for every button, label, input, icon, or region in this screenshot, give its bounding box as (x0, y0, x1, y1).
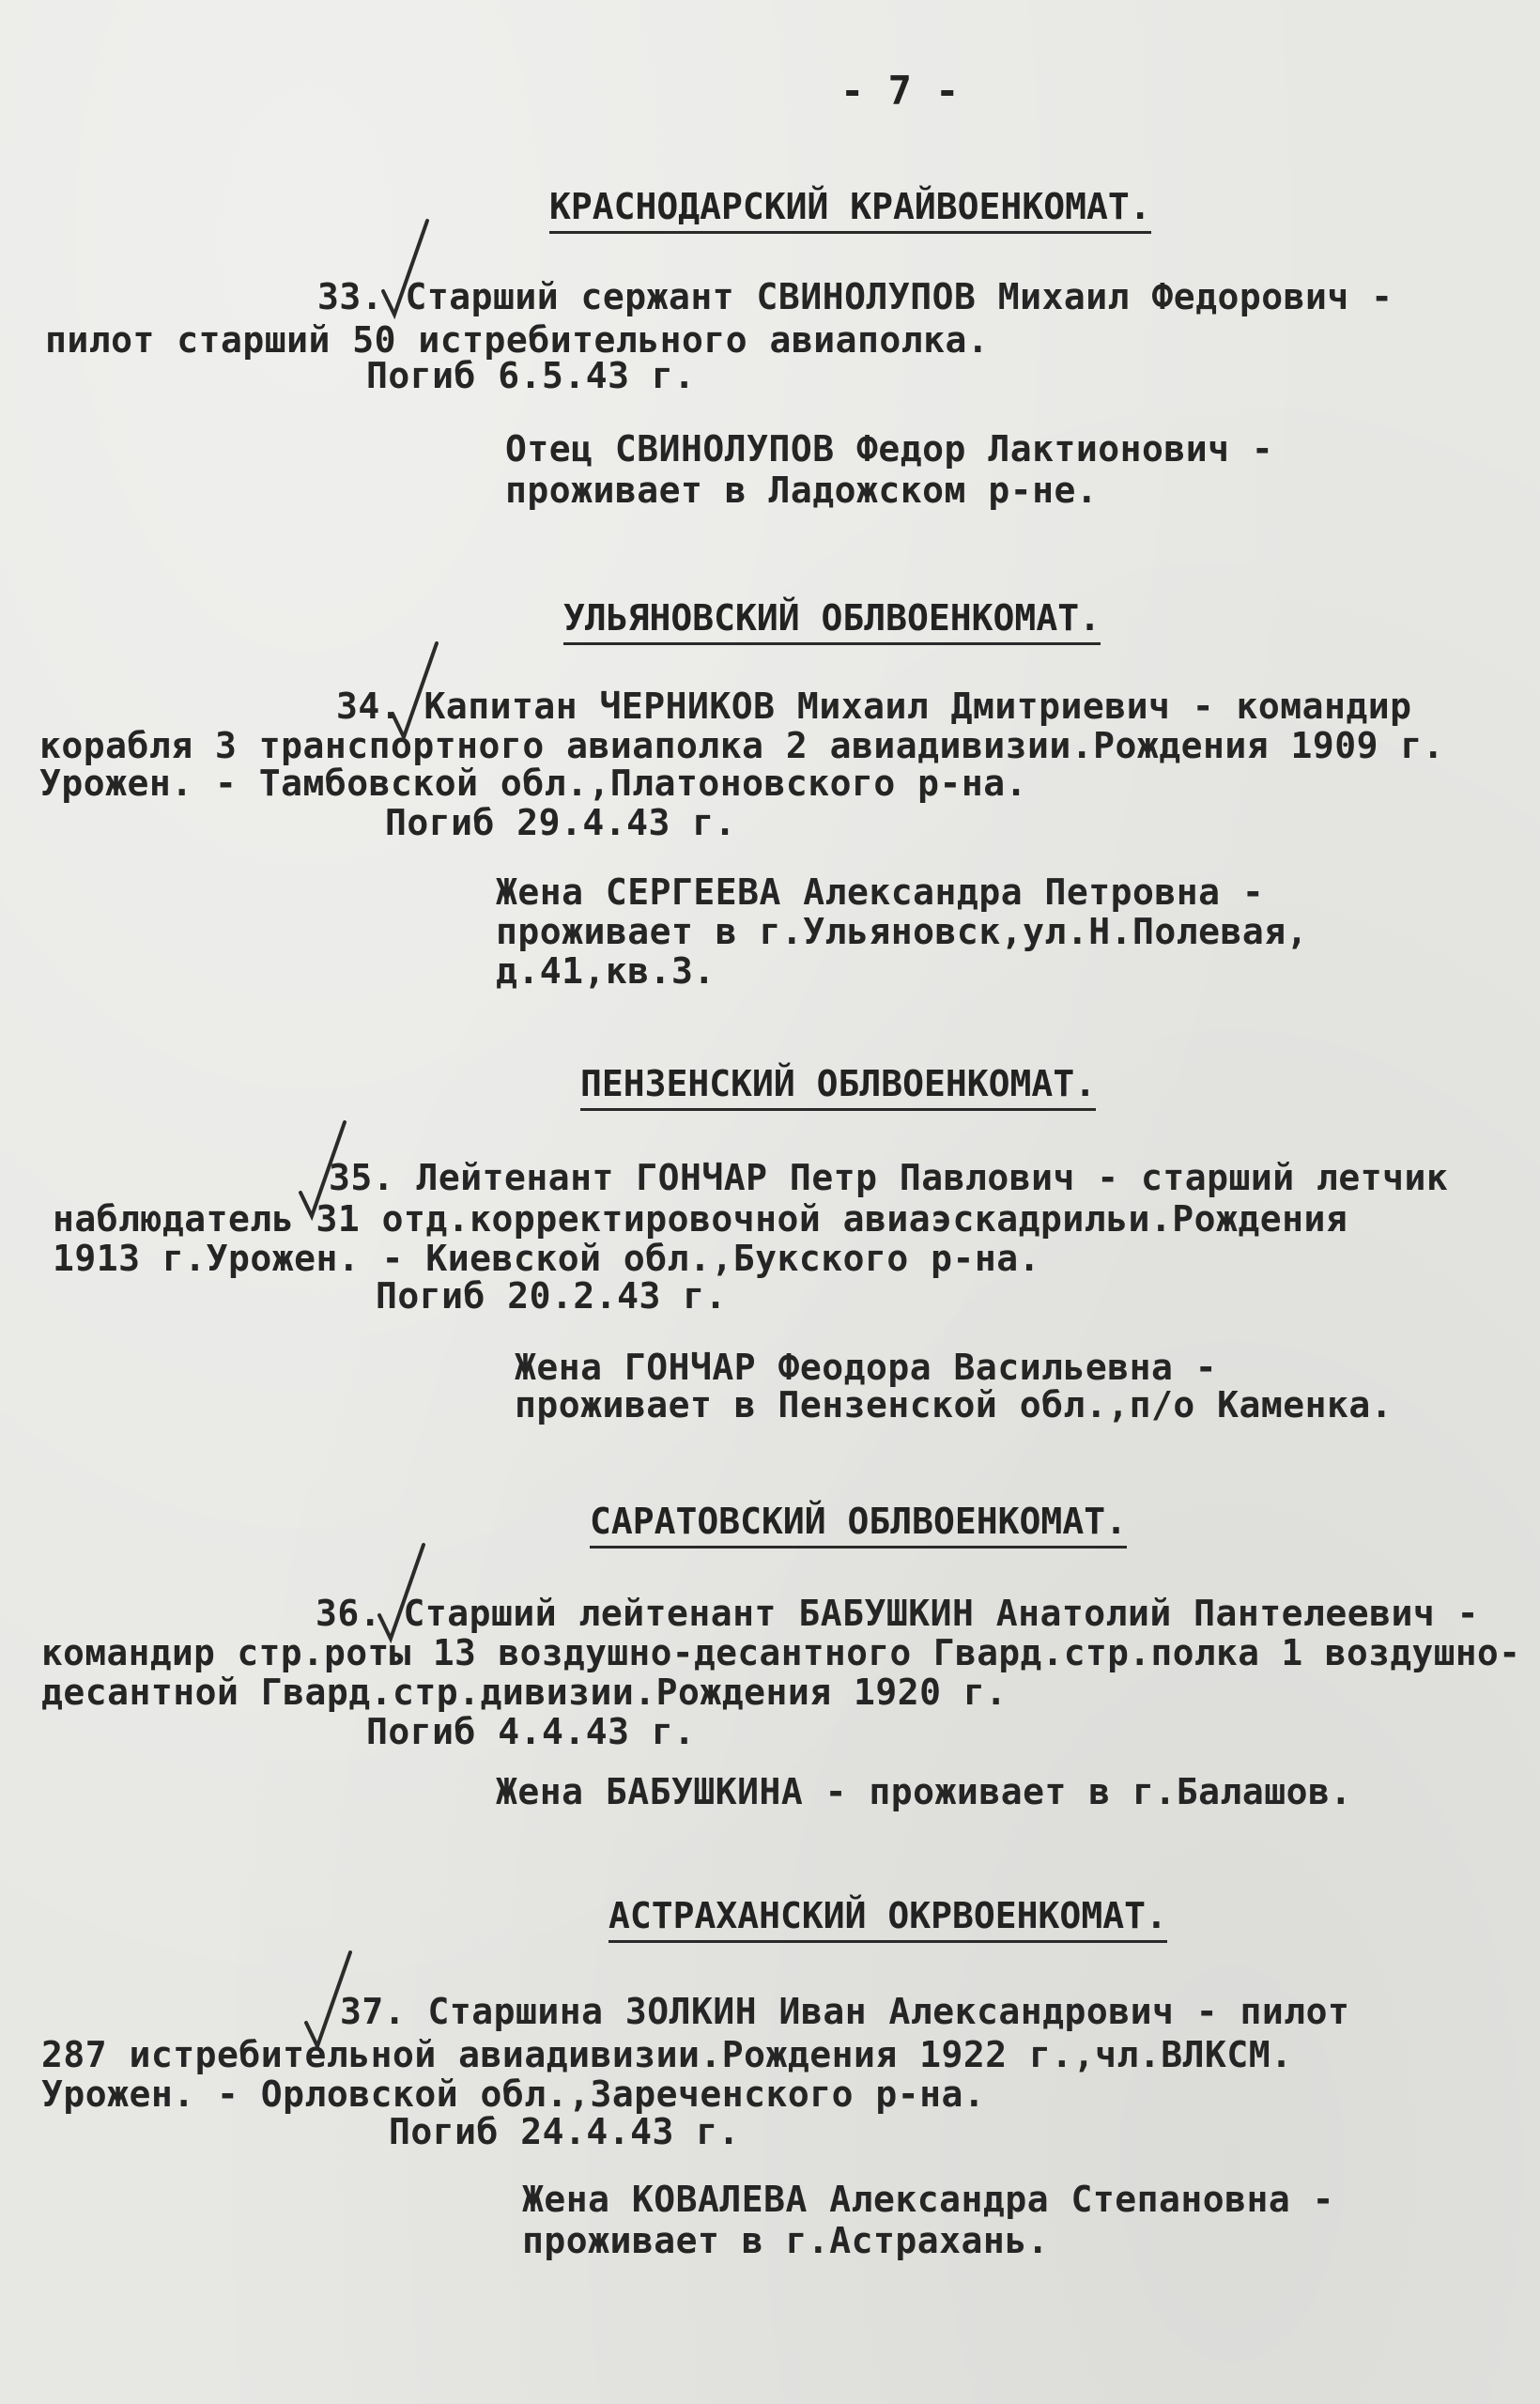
entry-35-address: проживает в Пензенской обл.,п/о Каменка. (515, 1384, 1394, 1425)
entry-37-death: Погиб 24.4.43 г. (389, 2111, 741, 2152)
entry-36-relative: Жена БАБУШКИНА - проживает в г.Балашов. (496, 1771, 1352, 1812)
entry-35-death: Погиб 20.2.43 г. (376, 1275, 728, 1317)
entry-36-line-2: командир стр.роты 13 воздушно-десантного Гвард.стр.полка 1 воздушно- (41, 1632, 1521, 1673)
entry-35-line-1: 35. Лейтенант ГОНЧАР Петр Павлович - старший летчик (329, 1157, 1449, 1198)
entry-37-relative: Жена КОВАЛЕВА Александра Степановна - (522, 2179, 1334, 2220)
entry-37-line-1: 37. Старшина ЗОЛКИН Иван Александрович - пилот (340, 1991, 1350, 2032)
entry-34-death: Погиб 29.4.43 г. (385, 802, 737, 843)
entry-37-line-3: Урожен. - Орловской обл.,Зареченского р-на. (41, 2073, 986, 2115)
entry-36-death: Погиб 4.4.43 г. (366, 1711, 696, 1752)
entry-35-line-3: 1913 г.Урожен. - Киевской обл.,Букского р-на. (53, 1238, 1041, 1279)
page-number: - 7 - (840, 68, 960, 114)
entry-36-line-1: 36. Старший лейтенант БАБУШКИН Анатолий Пантелеевич - (316, 1593, 1480, 1634)
section-heading-ulyanovsk: УЛЬЯНОВСКИЙ ОБЛВОЕНКОМАТ. (563, 597, 1101, 645)
entry-34-line-3: Урожен. - Тамбовской обл.,Платоновского р-на. (39, 763, 1028, 804)
section-heading-astrakhan: АСТРАХАНСКИЙ ОКРВОЕНКОМАТ. (608, 1895, 1167, 1943)
entry-37-line-2: 287 истребительной авиадивизии.Рождения 1922 г.,чл.ВЛКСМ. (41, 2034, 1293, 2075)
section-heading-saratov: САРАТОВСКИЙ ОБЛВОЕНКОМАТ. (590, 1501, 1127, 1549)
entry-34-line-1: 34. Капитан ЧЕРНИКОВ Михаил Дмитриевич - командир (336, 686, 1412, 727)
entry-35-relative: Жена ГОНЧАР Феодора Васильевна - (515, 1347, 1218, 1388)
entry-34-relative: Жена СЕРГЕЕВА Александра Петровна - (496, 871, 1265, 913)
entry-33-address: проживает в Ладожском р-не. (505, 470, 1099, 511)
entry-34-line-2: корабля 3 транспортного авиаполка 2 авиадивизии.Рождения 1909 г. (39, 725, 1445, 766)
section-heading-penza: ПЕНЗЕНСКИЙ ОБЛВОЕНКОМАТ. (580, 1063, 1096, 1111)
entry-33-line-2: пилот старший 50 истребительного авиаполка. (45, 319, 990, 361)
entry-33-relative: Отец СВИНОЛУПОВ Федор Лактионович - (505, 428, 1274, 470)
section-heading-krasnodar: КРАСНОДАРСКИЙ КРАЙВОЕНКОМАТ. (549, 186, 1151, 234)
entry-33-line-1: 33. Старший сержант СВИНОЛУПОВ Михаил Федорович - (317, 276, 1394, 317)
entry-33-death: Погиб 6.5.43 г. (366, 355, 696, 396)
entry-35-line-2: наблюдатель 31 отд.корректировочной авиаэскадрильи.Рождения (53, 1198, 1348, 1240)
entry-34-address-2: д.41,кв.3. (496, 950, 716, 992)
entry-37-address: проживает в г.Астрахань. (522, 2220, 1050, 2261)
entry-36-line-3: десантной Гвард.стр.дивизии.Рождения 1920 г. (41, 1672, 1008, 1713)
entry-34-address-1: проживает в г.Ульяновск,ул.Н.Полевая, (496, 911, 1308, 952)
